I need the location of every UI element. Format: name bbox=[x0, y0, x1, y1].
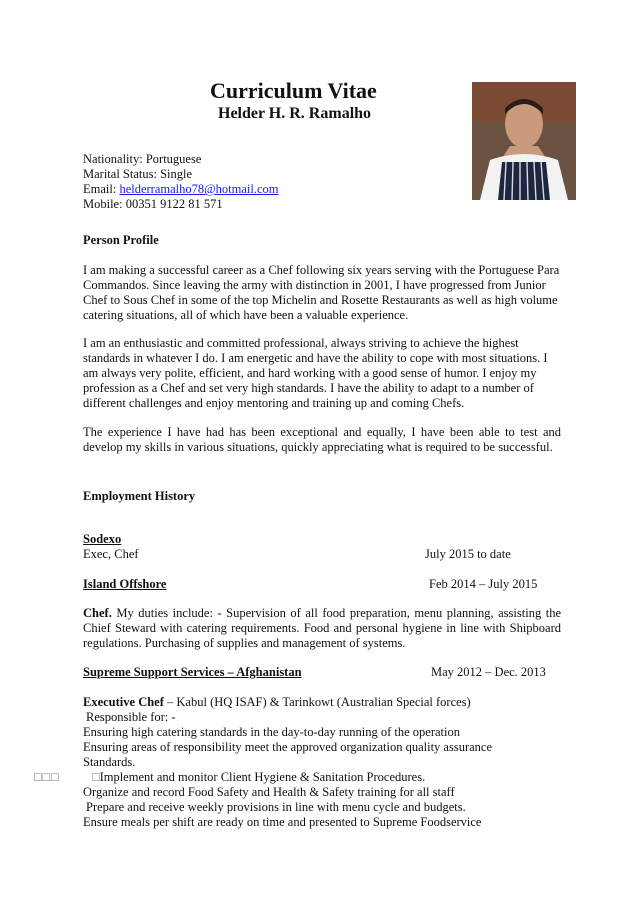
candidate-name: Helder H. R. Ramalho bbox=[218, 105, 372, 122]
profile-photo bbox=[472, 82, 576, 200]
profile-paragraph-3: The experience I have had has been exceptional and equally, I have been able to test and develop my skills in various situations, quickly appreciating what is required to be successful. bbox=[83, 425, 561, 454]
job-location: – Kabul (HQ ISAF) & Tarinkowt (Australian Special forces) bbox=[163, 695, 471, 709]
job-company: Sodexo bbox=[83, 532, 122, 546]
job-company: Supreme Support Services – Afghanistan bbox=[83, 665, 302, 679]
profile-paragraph-1: I am making a successful career as a Chef following six years serving with the Portuguese Para Commandos. Since leaving the army with distinction in 2001, I have progressed from Junior Chef to Sous Chef in some of the top Michelin and Rosette Restaurants as well as high volume catering situations, all of which have been a valuable experience. bbox=[83, 263, 560, 322]
job-title: Chef. bbox=[83, 606, 112, 620]
job-description bbox=[83, 606, 561, 651]
email-label: Email: bbox=[83, 182, 117, 196]
email-line bbox=[83, 182, 279, 197]
job-role: Exec, Chef bbox=[83, 547, 139, 561]
missing-glyph-bullets: □□□ bbox=[34, 770, 60, 784]
job-title-line bbox=[83, 695, 471, 710]
job-dates: July 2015 to date bbox=[425, 547, 511, 561]
mobile: Mobile: 00351 9122 81 571 bbox=[83, 197, 223, 211]
duty-line: Standards. bbox=[83, 755, 136, 769]
document-title: Curriculum Vitae bbox=[210, 78, 377, 103]
job-dates: May 2012 – Dec. 2013 bbox=[431, 665, 546, 679]
duty-line: Ensure meals per shift are ready on time and presented to Supreme Foodservice bbox=[83, 815, 482, 829]
profile-paragraph-2: I am an enthusiastic and committed professional, always striving to achieve the highest standards in whatever I do. I am energetic and have the ability to cope with most situations. I am always very polite, efficient, and hard working with a good sense of humor. I enjoy my profession as a Chef and set very high standards. I have the ability to adapt to a number of different challenges and enjoy mentoring and training up and coming Chefs. bbox=[83, 336, 548, 410]
duty-line-text: Implement and monitor Client Hygiene & Sanitation Procedures. bbox=[99, 770, 426, 784]
job-title: Executive Chef bbox=[83, 695, 164, 709]
employment-heading: Employment History bbox=[83, 489, 196, 503]
job-duties: My duties include: - Supervision of all food preparation, menu planning, assisting the Chief Steward with catering requirements. Food and personal hygiene in line with Shipboard regulations. Purchasing of supplies and management of systems. bbox=[83, 606, 561, 650]
nationality: Nationality: Portuguese bbox=[83, 152, 202, 166]
marital-status: Marital Status: Single bbox=[83, 167, 193, 181]
duty-line: Prepare and receive weekly provisions in line with menu cycle and budgets. bbox=[86, 800, 466, 814]
profile-heading: Person Profile bbox=[83, 233, 159, 247]
duty-line: Organize and record Food Safety and Health & Safety training for all staff bbox=[83, 785, 455, 799]
missing-glyph-bullet: □ bbox=[92, 770, 100, 784]
job-dates: Feb 2014 – July 2015 bbox=[429, 577, 538, 591]
duty-line bbox=[92, 770, 425, 785]
duty-line: Responsible for: - bbox=[86, 710, 176, 724]
email-link[interactable]: helderramalho78@hotmail.com bbox=[119, 182, 279, 196]
job-company: Island Offshore bbox=[83, 577, 167, 591]
duty-line: Ensuring high catering standards in the day-to-day running of the operation bbox=[83, 725, 460, 739]
duty-line: Ensuring areas of responsibility meet the approved organization quality assurance bbox=[83, 740, 493, 754]
